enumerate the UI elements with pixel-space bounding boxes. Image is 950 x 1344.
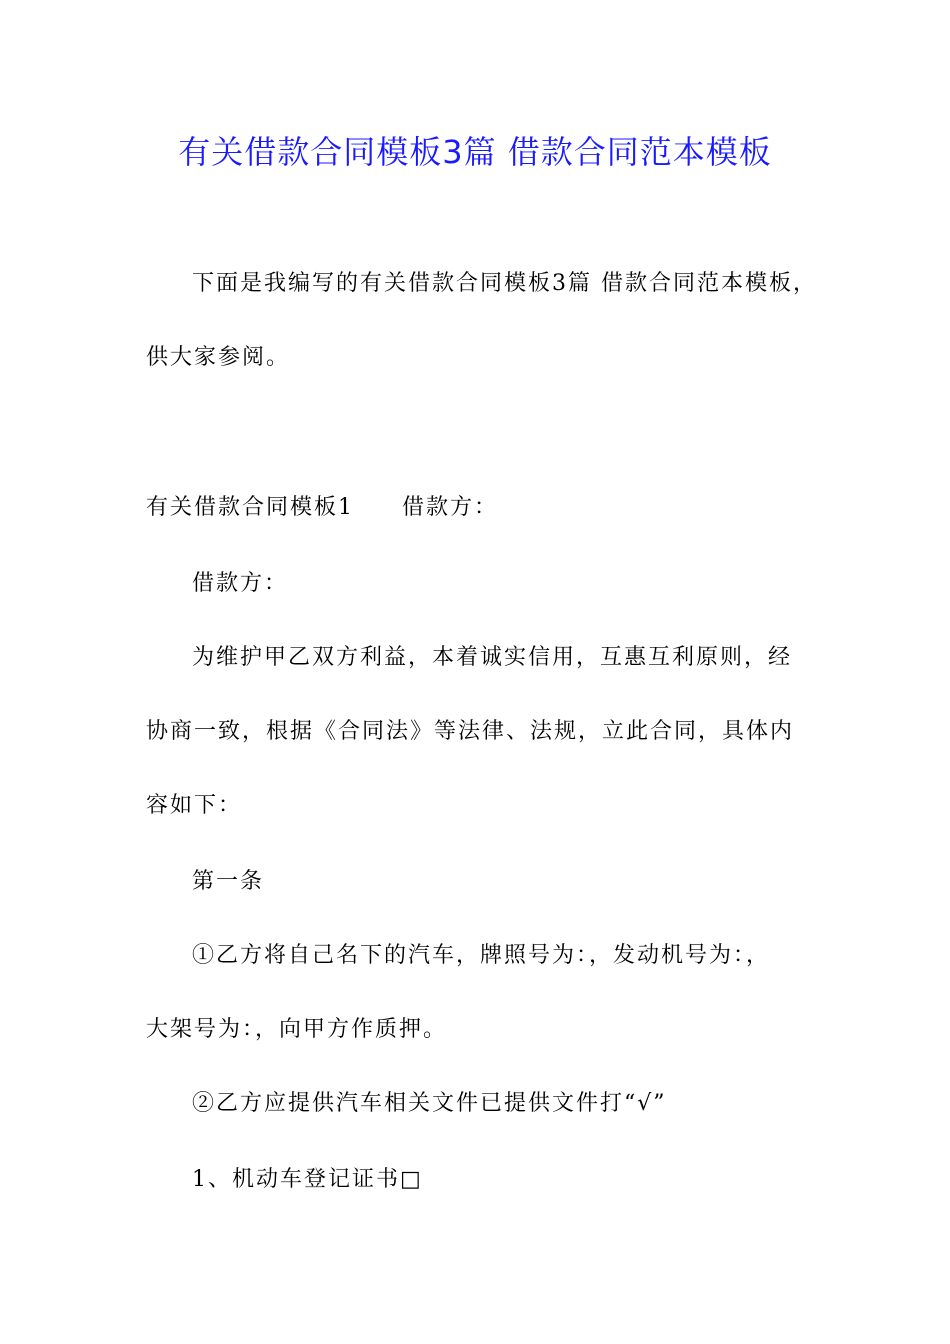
- item-2: ②乙方应提供汽车相关文件已提供文件打“√”: [192, 1091, 667, 1116]
- paragraph-1-line-3: 容如下：: [146, 793, 243, 818]
- section-heading: 有关借款合同模板1: [146, 495, 354, 520]
- paragraph-1-line-2: 协商一致，根据《合同法》等法律、法规，立此合同，具体内: [146, 719, 795, 744]
- document-title: 有关借款合同模板3篇 借款合同范本模板: [178, 133, 772, 171]
- document-item-1: 1、机动车登记证书□: [192, 1167, 423, 1192]
- article-1-heading: 第一条: [192, 869, 265, 894]
- section-heading-row: [146, 492, 498, 524]
- intro-line-1: 下面是我编写的有关借款合同模板3篇 借款合同范本模板，: [192, 271, 817, 296]
- borrower-label: 借款方：: [192, 571, 289, 596]
- paragraph-1-line-1: 为维护甲乙双方利益，本着诚实信用，互惠互利原则，经: [192, 645, 793, 670]
- item-1-line-2: 大架号为：，向甲方作质押。: [146, 1017, 448, 1042]
- item-1-line-1: ①乙方将自己名下的汽车，牌照号为：，发动机号为：，: [192, 943, 771, 968]
- lender-label: 借款方：: [402, 495, 499, 520]
- intro-line-2: 供大家参阅。: [146, 345, 291, 370]
